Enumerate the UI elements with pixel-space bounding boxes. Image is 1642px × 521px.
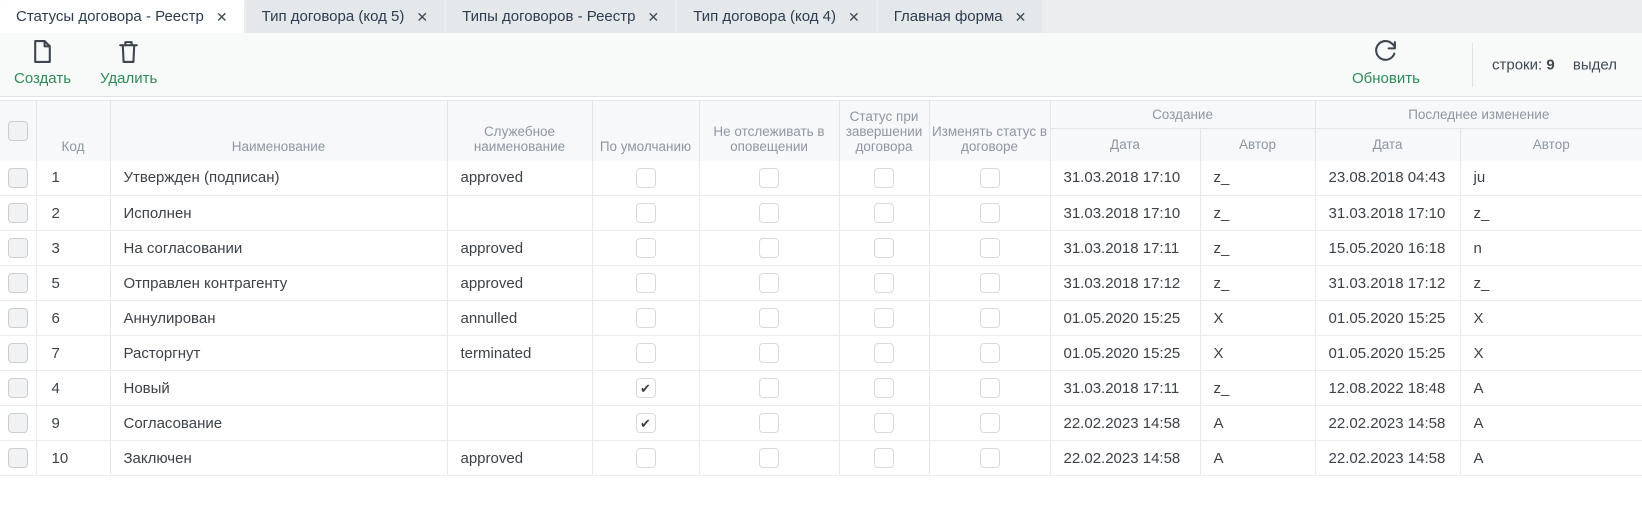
cell-change-status-checkbox xyxy=(980,238,1000,258)
column-header-no-track[interactable]: Не отслеживать в оповещении xyxy=(699,101,839,161)
cell-modified-date: 15.05.2020 16:18 xyxy=(1315,231,1460,266)
cell-by-default-checkbox xyxy=(636,378,656,398)
cell-change-status xyxy=(929,406,1050,441)
toolbar-divider xyxy=(1472,43,1473,87)
cell-created-author: z_ xyxy=(1200,266,1315,301)
cell-change-status-checkbox xyxy=(980,273,1000,293)
cell-status-on-completion-checkbox xyxy=(874,273,894,293)
cell-status-on-completion-checkbox xyxy=(874,378,894,398)
delete-button[interactable] xyxy=(100,39,157,87)
cell-created-author: z_ xyxy=(1200,196,1315,231)
cell-name: Новый xyxy=(110,371,447,406)
cell-modified-date: 31.03.2018 17:12 xyxy=(1315,266,1460,301)
cell-modified-author: A xyxy=(1460,406,1642,441)
column-header-by-default[interactable]: По умолчанию xyxy=(592,101,699,161)
cell-select xyxy=(0,161,36,196)
create-document-icon xyxy=(30,39,55,67)
cell-no-track-checkbox xyxy=(759,238,779,258)
delete-button-label: Удалить xyxy=(100,70,158,87)
column-header-status-on-completion[interactable]: Статус при завершении договора xyxy=(839,101,929,161)
table-row[interactable] xyxy=(0,196,1642,231)
cell-status-on-completion xyxy=(839,371,929,406)
row-select-checkbox[interactable] xyxy=(8,238,28,258)
cell-select xyxy=(0,266,36,301)
tab[interactable] xyxy=(246,0,444,33)
tab-bar xyxy=(0,0,1642,33)
cell-name: Отправлен контрагенту xyxy=(110,266,447,301)
cell-modified-author: A xyxy=(1460,441,1642,476)
tab-close-icon[interactable]: ✕ xyxy=(1014,8,1027,25)
cell-by-default xyxy=(592,406,699,441)
cell-created-date: 31.03.2018 17:10 xyxy=(1050,196,1200,231)
cell-no-track xyxy=(699,406,839,441)
cell-name: Исполнен xyxy=(110,196,447,231)
cell-by-default-checkbox xyxy=(636,343,656,363)
cell-status-on-completion-checkbox xyxy=(874,168,894,188)
cell-change-status-checkbox xyxy=(980,448,1000,468)
cell-no-track-checkbox xyxy=(759,273,779,293)
tab-label: Тип договора (код 4) xyxy=(693,8,836,25)
row-select-checkbox[interactable] xyxy=(8,168,28,188)
tab[interactable] xyxy=(677,0,875,33)
cell-modified-date: 31.03.2018 17:10 xyxy=(1315,196,1460,231)
cell-service-name: approved xyxy=(447,161,592,196)
cell-select xyxy=(0,371,36,406)
row-select-checkbox[interactable] xyxy=(8,413,28,433)
cell-modified-author: n xyxy=(1460,231,1642,266)
column-group-last-modified: Последнее изменение xyxy=(1315,101,1642,129)
cell-by-default-checkbox xyxy=(636,273,656,293)
column-header-code[interactable]: Код xyxy=(36,101,110,161)
cell-no-track xyxy=(699,161,839,196)
cell-name: На согласовании xyxy=(110,231,447,266)
cell-by-default xyxy=(592,196,699,231)
cell-created-author: A xyxy=(1200,406,1315,441)
cell-change-status xyxy=(929,231,1050,266)
cell-modified-date: 23.08.2018 04:43 xyxy=(1315,161,1460,196)
column-header-created-date[interactable]: Дата xyxy=(1050,129,1200,161)
cell-created-date: 22.02.2023 14:58 xyxy=(1050,406,1200,441)
cell-change-status-checkbox xyxy=(980,308,1000,328)
cell-name: Согласование xyxy=(110,406,447,441)
create-button-label: Создать xyxy=(14,70,72,87)
table-body xyxy=(0,161,1642,476)
tab-label: Тип договора (код 5) xyxy=(261,8,405,25)
tab-close-icon[interactable]: ✕ xyxy=(647,8,660,25)
cell-by-default xyxy=(592,441,699,476)
tab[interactable] xyxy=(878,0,1043,33)
cell-status-on-completion xyxy=(839,301,929,336)
cell-by-default xyxy=(592,161,699,196)
cell-created-date: 31.03.2018 17:12 xyxy=(1050,266,1200,301)
cell-modified-author: X xyxy=(1460,301,1642,336)
rows-count-value: 9 xyxy=(1546,56,1555,73)
cell-select xyxy=(0,441,36,476)
select-all-checkbox[interactable] xyxy=(8,121,28,141)
tab[interactable] xyxy=(446,0,675,33)
cell-name: Заключен xyxy=(110,441,447,476)
table-row[interactable] xyxy=(0,336,1642,371)
cell-name: Утвержден (подписан) xyxy=(110,161,447,196)
cell-no-track xyxy=(699,231,839,266)
tab[interactable] xyxy=(0,0,244,33)
cell-service-name: approved xyxy=(447,441,592,476)
table-row[interactable] xyxy=(0,406,1642,441)
cell-select xyxy=(0,196,36,231)
cell-created-date: 01.05.2020 15:25 xyxy=(1050,336,1200,371)
cell-status-on-completion xyxy=(839,161,929,196)
refresh-button-label: Обновить xyxy=(1352,70,1420,87)
cell-modified-author: ju xyxy=(1460,161,1642,196)
cell-change-status xyxy=(929,441,1050,476)
cell-created-author: X xyxy=(1200,336,1315,371)
cell-select xyxy=(0,231,36,266)
cell-status-on-completion xyxy=(839,196,929,231)
cell-status-on-completion xyxy=(839,406,929,441)
tab-close-icon[interactable]: ✕ xyxy=(215,8,228,25)
cell-created-author: X xyxy=(1200,301,1315,336)
tab-label: Типы договоров - Реестр xyxy=(462,8,636,25)
column-header-created-author[interactable]: Автор xyxy=(1200,129,1315,161)
cell-service-name: terminated xyxy=(447,336,592,371)
cell-modified-author: z_ xyxy=(1460,266,1642,301)
rows-count-label: строки: xyxy=(1492,56,1543,73)
cell-status-on-completion xyxy=(839,441,929,476)
cell-created-date: 31.03.2018 17:11 xyxy=(1050,371,1200,406)
cell-by-default xyxy=(592,371,699,406)
tab-label: Главная форма xyxy=(893,8,1003,25)
cell-status-on-completion-checkbox xyxy=(874,448,894,468)
cell-no-track-checkbox xyxy=(759,448,779,468)
trash-icon xyxy=(116,39,141,67)
cell-modified-author: z_ xyxy=(1460,196,1642,231)
toolbar xyxy=(0,33,1642,97)
cell-created-author: z_ xyxy=(1200,371,1315,406)
cell-no-track-checkbox xyxy=(759,413,779,433)
selected-count-label: выдел xyxy=(1572,56,1617,73)
cell-code: 6 xyxy=(36,301,110,336)
cell-name: Расторгнут xyxy=(110,336,447,371)
cell-code: 5 xyxy=(36,266,110,301)
create-button[interactable] xyxy=(14,39,71,87)
cell-modified-date: 12.08.2022 18:48 xyxy=(1315,371,1460,406)
cell-change-status xyxy=(929,196,1050,231)
table-row[interactable] xyxy=(0,371,1642,406)
cell-created-date: 31.03.2018 17:10 xyxy=(1050,161,1200,196)
cell-created-author: A xyxy=(1200,441,1315,476)
cell-no-track-checkbox xyxy=(759,343,779,363)
row-select-checkbox[interactable] xyxy=(8,378,28,398)
cell-modified-date: 01.05.2020 15:25 xyxy=(1315,336,1460,371)
refresh-button[interactable] xyxy=(1352,39,1420,87)
row-select-checkbox[interactable] xyxy=(8,343,28,363)
cell-by-default xyxy=(592,301,699,336)
cell-status-on-completion-checkbox xyxy=(874,203,894,223)
cell-by-default-checkbox xyxy=(636,203,656,223)
cell-status-on-completion-checkbox xyxy=(874,308,894,328)
column-header-modified-author[interactable]: Автор xyxy=(1460,129,1642,161)
cell-by-default-checkbox xyxy=(636,308,656,328)
cell-modified-date: 01.05.2020 15:25 xyxy=(1315,301,1460,336)
cell-change-status-checkbox xyxy=(980,378,1000,398)
cell-status-on-completion xyxy=(839,231,929,266)
statuses-table xyxy=(0,100,1642,476)
cell-created-author: z_ xyxy=(1200,231,1315,266)
cell-modified-author: A xyxy=(1460,371,1642,406)
table-row[interactable] xyxy=(0,266,1642,301)
cell-no-track xyxy=(699,336,839,371)
cell-select xyxy=(0,301,36,336)
cell-by-default-checkbox xyxy=(636,448,656,468)
cell-service-name: approved xyxy=(447,231,592,266)
cell-change-status xyxy=(929,161,1050,196)
table-row[interactable] xyxy=(0,231,1642,266)
cell-created-date: 31.03.2018 17:11 xyxy=(1050,231,1200,266)
cell-code: 3 xyxy=(36,231,110,266)
cell-by-default-checkbox xyxy=(636,413,656,433)
table-row[interactable] xyxy=(0,301,1642,336)
cell-status-on-completion-checkbox xyxy=(874,238,894,258)
cell-no-track-checkbox xyxy=(759,378,779,398)
cell-by-default xyxy=(592,336,699,371)
column-header-service-name[interactable]: Служебное наименование xyxy=(447,101,592,161)
cell-code: 10 xyxy=(36,441,110,476)
cell-no-track xyxy=(699,196,839,231)
row-select-checkbox[interactable] xyxy=(8,308,28,328)
cell-code: 7 xyxy=(36,336,110,371)
cell-no-track xyxy=(699,441,839,476)
select-all-header xyxy=(0,101,36,161)
cell-status-on-completion xyxy=(839,266,929,301)
table-row[interactable] xyxy=(0,441,1642,476)
cell-modified-author: X xyxy=(1460,336,1642,371)
cell-service-name xyxy=(447,371,592,406)
column-header-change-status[interactable]: Изменять статус в договоре xyxy=(929,101,1050,161)
cell-service-name: annulled xyxy=(447,301,592,336)
cell-by-default xyxy=(592,266,699,301)
cell-change-status-checkbox xyxy=(980,413,1000,433)
cell-change-status xyxy=(929,266,1050,301)
row-select-checkbox[interactable] xyxy=(8,203,28,223)
tab-close-icon[interactable]: ✕ xyxy=(847,8,860,25)
cell-no-track xyxy=(699,266,839,301)
cell-status-on-completion xyxy=(839,336,929,371)
cell-no-track-checkbox xyxy=(759,168,779,188)
row-select-checkbox[interactable] xyxy=(8,448,28,468)
cell-created-date: 22.02.2023 14:58 xyxy=(1050,441,1200,476)
cell-code: 9 xyxy=(36,406,110,441)
table-row[interactable] xyxy=(0,161,1642,196)
row-select-checkbox[interactable] xyxy=(8,273,28,293)
cell-modified-date: 22.02.2023 14:58 xyxy=(1315,441,1460,476)
refresh-icon xyxy=(1373,39,1398,67)
cell-name: Аннулирован xyxy=(110,301,447,336)
cell-created-author: z_ xyxy=(1200,161,1315,196)
cell-by-default-checkbox xyxy=(636,238,656,258)
cell-no-track xyxy=(699,301,839,336)
cell-change-status xyxy=(929,371,1050,406)
cell-code: 4 xyxy=(36,371,110,406)
cell-by-default-checkbox xyxy=(636,168,656,188)
cell-no-track-checkbox xyxy=(759,203,779,223)
cell-change-status-checkbox xyxy=(980,343,1000,363)
column-group-creation: Создание xyxy=(1050,101,1315,129)
cell-code: 2 xyxy=(36,196,110,231)
cell-service-name xyxy=(447,406,592,441)
cell-change-status-checkbox xyxy=(980,168,1000,188)
cell-code: 1 xyxy=(36,161,110,196)
cell-select xyxy=(0,336,36,371)
cell-status-on-completion-checkbox xyxy=(874,343,894,363)
cell-no-track xyxy=(699,371,839,406)
tab-label: Статусы договора - Реестр xyxy=(16,8,204,25)
cell-status-on-completion-checkbox xyxy=(874,413,894,433)
cell-change-status xyxy=(929,336,1050,371)
cell-change-status xyxy=(929,301,1050,336)
cell-created-date: 01.05.2020 15:25 xyxy=(1050,301,1200,336)
column-header-modified-date[interactable]: Дата xyxy=(1315,129,1460,161)
column-header-name[interactable]: Наименование xyxy=(110,101,447,161)
cell-select xyxy=(0,406,36,441)
cell-no-track-checkbox xyxy=(759,308,779,328)
cell-modified-date: 22.02.2023 14:58 xyxy=(1315,406,1460,441)
rows-info xyxy=(1492,56,1617,73)
cell-by-default xyxy=(592,231,699,266)
cell-service-name xyxy=(447,196,592,231)
cell-change-status-checkbox xyxy=(980,203,1000,223)
cell-service-name: approved xyxy=(447,266,592,301)
tab-close-icon[interactable]: ✕ xyxy=(416,8,429,25)
